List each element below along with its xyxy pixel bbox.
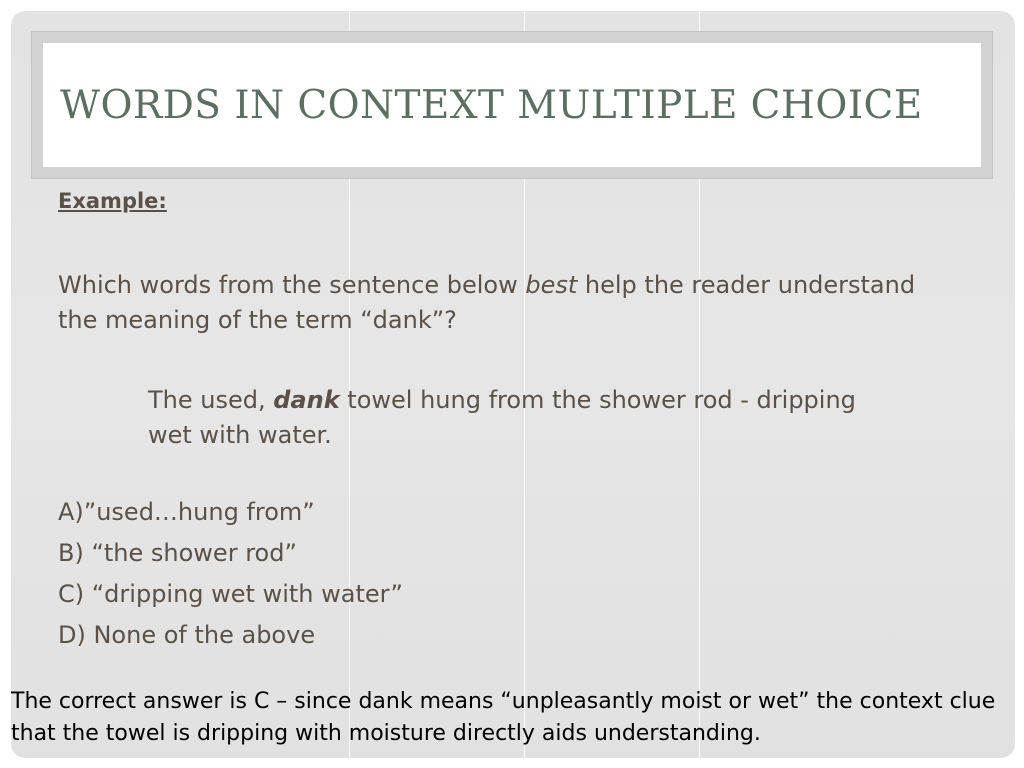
sentence-after: towel hung from the shower rod - dripping wet with water. [148,386,856,449]
slide-title: WORDS IN CONTEXT MULTIPLE CHOICE [60,82,923,128]
example-label: Example: [58,189,167,213]
answer-explanation: The correct answer is C – since dank means “unpleasantly moist or wet” the context clue that the towel is dripping with moisture directly aids understanding. [11,689,996,746]
answer-options [58,492,403,656]
question-emphasis: best [525,271,578,299]
option-a: A)”used…hung from” [58,498,315,526]
sentence-before: The used, [148,386,274,414]
question-part-1: Which words from the sentence below [58,271,526,299]
option-b: B) “the shower rod” [58,539,297,567]
title-box [43,43,981,167]
sentence-keyword: dank [273,386,340,414]
example-sentence [148,383,868,453]
question-text [58,268,938,338]
title-frame [31,31,993,179]
question-part-2: help the reader understand the meaning of the term “dank”? [58,271,916,334]
option-d: D) None of the above [58,621,316,649]
option-c: C) “dripping wet with water” [58,580,403,608]
slide [11,11,1015,758]
